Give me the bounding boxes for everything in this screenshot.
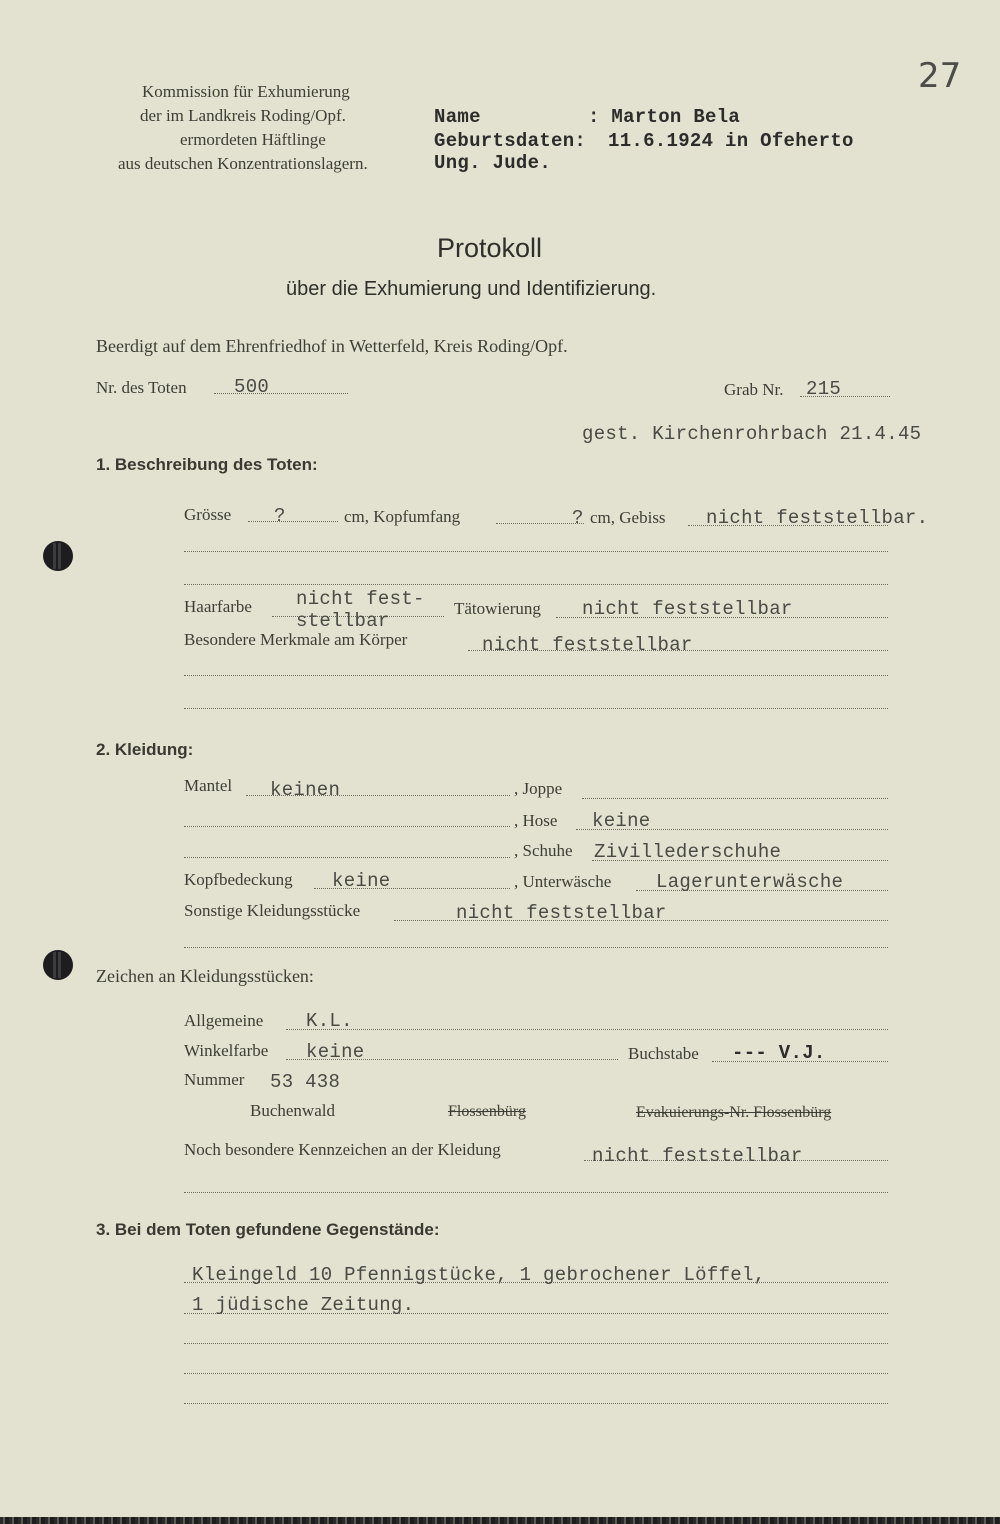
tattoo-label: Tätowierung — [454, 599, 541, 618]
headwear-value: keine — [332, 870, 391, 892]
cm-head-label: cm, Kopfumfang — [344, 507, 461, 526]
section3-heading: 3. Bei dem Toten gefundene Gegenstände: — [96, 1220, 440, 1239]
jacket-label: , Joppe — [514, 779, 563, 798]
special-marks-value: nicht feststellbar — [592, 1145, 803, 1167]
other-clothing-value: nicht feststellbar — [456, 902, 667, 924]
coat-value: keinen — [270, 779, 341, 801]
burial-text: Beerdigt auf dem Ehrenfriedhof in Wetterfeld, Kreis Roding/Opf. — [96, 336, 568, 356]
evacuation-label: Evakuierungs-Nr. Flossenbürg — [636, 1104, 832, 1121]
underwear-value: Lagerunterwäsche — [656, 871, 844, 893]
general-value: K.L. — [306, 1010, 353, 1032]
underwear-label: , Unterwäsche — [514, 872, 612, 891]
nationality: Ung. Jude. — [434, 152, 552, 174]
triangle-value: keine — [306, 1041, 365, 1063]
punch-hole-top — [43, 541, 73, 571]
headwear-label: Kopfbedeckung — [184, 870, 293, 889]
tattoo-value: nicht feststellbar — [582, 598, 793, 620]
letter-label: Buchstabe — [628, 1044, 699, 1063]
camp-buchenwald: Buchenwald — [250, 1101, 335, 1120]
triangle-label: Winkelfarbe — [184, 1041, 269, 1060]
page-number: 27 — [918, 56, 962, 96]
dead-no-label: Nr. des Toten — [96, 378, 187, 397]
grave-no-label: Grab Nr. — [724, 380, 784, 399]
hair-value-2: stellbar — [296, 610, 390, 632]
number-value: 53 438 — [270, 1071, 341, 1093]
cm-teeth-label: cm, Gebiss — [590, 508, 666, 527]
grave-no-value: 215 — [806, 378, 842, 400]
coat-label: Mantel — [184, 776, 233, 795]
trousers-value: keine — [592, 810, 651, 832]
camp-flossenburg: Flossenbürg — [448, 1103, 526, 1120]
marks-label: Besondere Merkmale am Körper — [184, 630, 408, 649]
hair-label: Haarfarbe — [184, 597, 252, 616]
marks-heading: Zeichen an Kleidungsstücken: — [96, 966, 314, 986]
birth-value: 11.6.1924 in Ofeherto — [608, 130, 854, 152]
special-marks-label: Noch besondere Kennzeichen an der Kleidung — [184, 1140, 501, 1159]
general-label: Allgemeine — [184, 1011, 264, 1030]
section1-heading: 1. Beschreibung des Toten: — [96, 455, 318, 474]
page-subtitle: über die Exhumierung und Identifizierung. — [286, 278, 657, 300]
trousers-label: , Hose — [514, 811, 558, 830]
size-value: ? — [274, 505, 286, 527]
marks-value: nicht feststellbar — [482, 634, 693, 656]
birth-label: Geburtsdaten: — [434, 130, 587, 152]
name-value: : Marton Bela — [588, 106, 741, 128]
section2-heading: 2. Kleidung: — [96, 740, 194, 759]
shoes-label: , Schuhe — [514, 841, 573, 860]
size-label: Grösse — [184, 505, 232, 524]
dead-no-value: 500 — [234, 376, 270, 398]
death-note: gest. Kirchenrohrbach 21.4.45 — [582, 423, 922, 445]
commission-line-2: der im Landkreis Roding/Opf. — [140, 106, 346, 125]
commission-line-1: Kommission für Exhumierung — [142, 82, 350, 101]
commission-line-4: aus deutschen Konzentrationslagern. — [118, 154, 368, 173]
shoes-value: Zivillederschuhe — [594, 841, 782, 863]
other-clothing-label: Sonstige Kleidungsstücke — [184, 901, 361, 920]
page-title: Protokoll — [437, 233, 543, 263]
hair-value-1: nicht fest- — [296, 588, 425, 610]
name-label: Name — [434, 106, 481, 128]
found-items-line-2: 1 jüdische Zeitung. — [192, 1294, 415, 1316]
teeth-value: nicht feststellbar. — [706, 507, 929, 529]
commission-line-3: ermordeten Häftlinge — [180, 130, 326, 149]
scan-edge — [0, 1517, 1000, 1524]
punch-hole-bottom — [43, 950, 73, 980]
letter-value: --- V.J. — [732, 1042, 826, 1064]
found-items-line-1: Kleingeld 10 Pfennigstücke, 1 gebrochener Löffel, — [192, 1264, 766, 1286]
head-value: ? — [572, 507, 584, 529]
number-label: Nummer — [184, 1070, 245, 1089]
